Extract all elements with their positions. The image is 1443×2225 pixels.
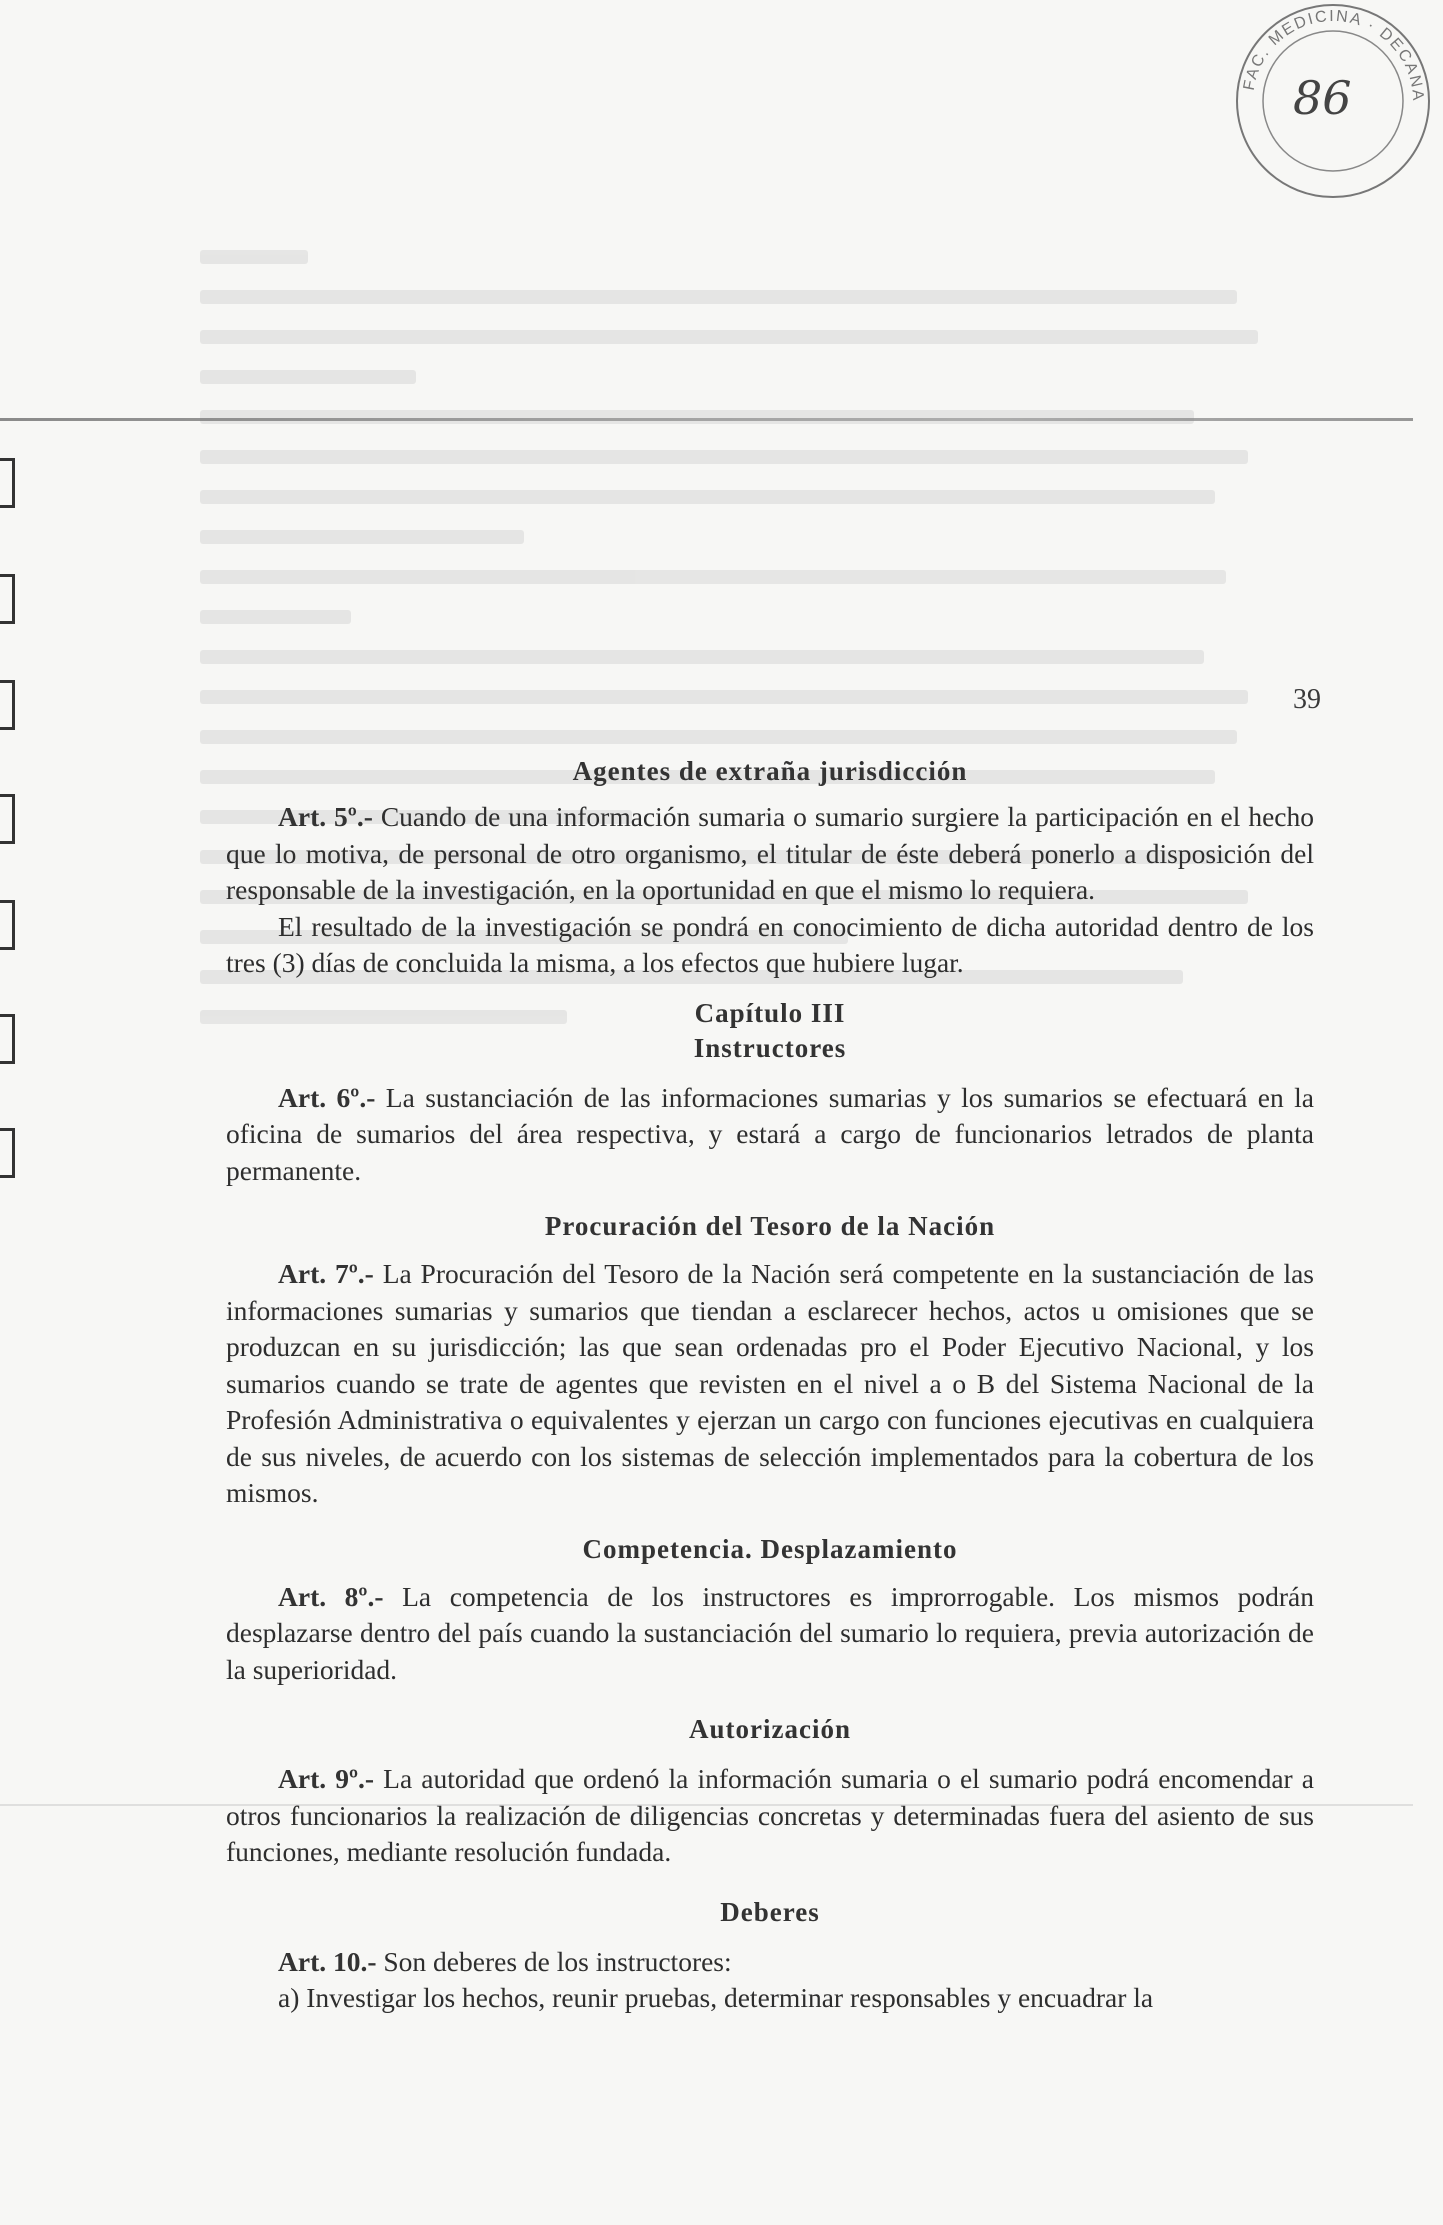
paragraph: El resultado de la investigación se pondrá en conocimiento de dicha autoridad dentro de los tres (3) días de concluida la misma, a los efectos que hubiere lugar. [226, 910, 1314, 978]
folio-number: 86 [1293, 71, 1352, 125]
article-number: Art. 7º.- [278, 1258, 374, 1289]
article-paragraph [226, 1579, 1314, 1689]
article-text: La sustanciación de las informaciones sumarias y los sumarios se efectuará en la oficina de sumarios del área respectiva, y estará a cargo de funcionarios letrados de planta permanente. [226, 1081, 1314, 1186]
article-paragraph [226, 799, 1314, 909]
seal-text: FAC. MEDICINA · DECANA [1240, 7, 1427, 102]
section-heading: Instructores [693, 1032, 847, 1063]
article-text: Son deberes de los instructores: [376, 1945, 732, 1977]
scan-fold-line [0, 418, 1413, 421]
binding-mark [0, 1128, 15, 1178]
binding-mark [0, 680, 15, 730]
document-body [226, 748, 1314, 2017]
list-item [226, 1980, 1314, 2017]
page-number: 39 [1293, 684, 1321, 715]
section-heading: Procuración del Tesoro de la Nación [544, 1211, 996, 1241]
list-item-text: Investigar los hechos, reunir pruebas, determinar responsables y encuadrar la [299, 1982, 1154, 2013]
binding-mark [0, 574, 15, 624]
article-text: La Procuración del Tesoro de la Nación será competente en la sustanciación de las informaciones sumarias y sumarios que tiendan a esclarecer hechos, actos u omisiones que se produzcan en su jurisdicción; las que sean ordenadas pro el Poder Ejecutivo Nacional, y los sumarios cuando se trate de agentes que revisten en el nivel a o B del Sistema Nacional de la Profesión Administrativa o equivalentes y ejerzan un cargo con funciones ejecutivas en cualquiera de sus niveles, de acuerdo con los sistemas de selección implementados para la cobertura de los mismos. [226, 1258, 1314, 1508]
list-item-label: a) [278, 1982, 300, 2013]
article-text: La competencia de los instructores es improrrogable. Los mismos podrán desplazarse dentro del país cuando la sustanciación del sumario lo requiera, previa autorización de la superioridad. [226, 1580, 1314, 1685]
article-paragraph [226, 1761, 1314, 1871]
section-heading: Deberes [720, 1896, 820, 1927]
binding-mark [0, 794, 15, 844]
section-heading: Competencia. Desplazamiento [582, 1533, 958, 1564]
article-paragraph [226, 1080, 1314, 1190]
article-paragraph [226, 1256, 1314, 1512]
binding-mark [0, 1014, 15, 1064]
section-heading: Autorización [689, 1714, 851, 1744]
article-number: Art. 8º.- [278, 1580, 384, 1612]
article-number: Art. 5º.- [278, 801, 373, 832]
article-paragraph [226, 1944, 1314, 1981]
seal-stamp [1223, 0, 1443, 216]
article-number: Art. 9º.- [278, 1763, 375, 1794]
binding-mark [0, 458, 15, 508]
article-number: Art. 10.- [278, 1945, 377, 1977]
section-heading: Agentes de extraña jurisdicción [572, 756, 968, 786]
binding-mark [0, 900, 15, 950]
chapter-heading: Capítulo III [694, 997, 846, 1028]
article-text: La autoridad que ordenó la información sumaria o el sumario podrá encomendar a otros funcionarios la realización de diligencias concretas y determinadas fuera del asiento de sus funciones, mediante resolución fundada. [226, 1763, 1314, 1867]
article-text: Cuando de una información sumaria o sumario surgiere la participación en el hecho que lo motiva, de personal de otro organismo, el titular de éste deberá ponerlo a disposición del responsable de la investigación, en la oportunidad en que el mismo lo requiera. [226, 801, 1314, 905]
article-number: Art. 6º.- [278, 1081, 376, 1113]
